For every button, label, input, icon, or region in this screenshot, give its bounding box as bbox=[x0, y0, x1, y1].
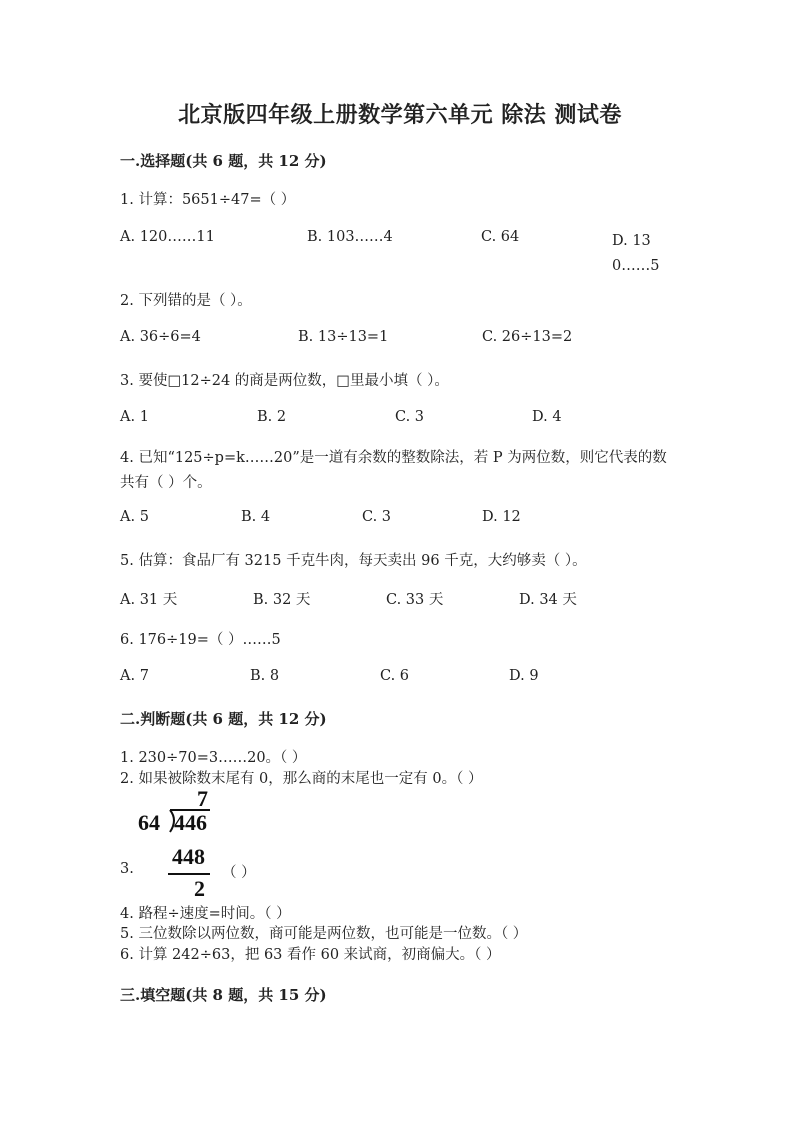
judge-item-6: 6. 计算 242÷63，把 63 看作 60 来试商，初商偏大。（ ） bbox=[120, 947, 501, 963]
q3-option-c: C. 3 bbox=[395, 409, 425, 425]
q6-option-d: D. 9 bbox=[509, 668, 539, 684]
division-remainder: 2 bbox=[194, 876, 205, 901]
judge-item-3: 3. bbox=[120, 861, 134, 877]
section-1-heading: 一.选择题(共 6 题，共 12 分) bbox=[120, 152, 327, 170]
q6-option-c: C. 6 bbox=[380, 668, 410, 684]
q5-option-c: C. 33 天 bbox=[386, 592, 444, 608]
division-divisor: 64 bbox=[138, 810, 160, 835]
long-division-figure bbox=[130, 786, 250, 906]
question-1: 1. 计算：5651÷47=（ ） bbox=[120, 192, 296, 208]
q5-option-a: A. 31 天 bbox=[120, 592, 178, 608]
question-4: 4. 已知“125÷p=k……20”是一道有余数的整数除法，若 P 为两位数，则它代表的数共有（ ）个。 bbox=[120, 450, 667, 491]
q1-option-d: D. 130……5 bbox=[612, 233, 660, 274]
q4-option-d: D. 12 bbox=[482, 509, 521, 525]
q5-option-d: D. 34 天 bbox=[519, 592, 577, 608]
division-product: 448 bbox=[172, 844, 205, 869]
q4-option-a: A. 5 bbox=[120, 509, 149, 525]
q2-option-b: B. 13÷13=1 bbox=[298, 329, 389, 345]
judge-item-5: 5. 三位数除以两位数，商可能是两位数，也可能是一位数。（ ） bbox=[120, 926, 528, 942]
q4-option-c: C. 3 bbox=[362, 509, 392, 525]
question-3: 3. 要使□12÷24 的商是两位数，□里最小填（ ）。 bbox=[120, 373, 449, 389]
division-quotient: 7 bbox=[197, 786, 208, 811]
q6-option-b: B. 8 bbox=[250, 668, 280, 684]
question-6: 6. 176÷19=（ ）……5 bbox=[120, 632, 281, 648]
q4-option-b: B. 4 bbox=[241, 509, 271, 525]
q3-option-d: D. 4 bbox=[532, 409, 562, 425]
q2-option-a: A. 36÷6=4 bbox=[120, 329, 201, 345]
division-dividend: 446 bbox=[174, 810, 207, 835]
section-2-heading: 二.判断题(共 6 题，共 12 分) bbox=[120, 710, 327, 728]
question-2: 2. 下列错的是（ ）。 bbox=[120, 293, 252, 309]
q1-option-b: B. 103……4 bbox=[307, 229, 393, 245]
question-5: 5. 估算：食品厂有 3215 千克牛肉，每天卖出 96 千克，大约够卖（ ）。 bbox=[120, 553, 587, 569]
page-title: 北京版四年级上册数学第六单元 除法 测试卷 bbox=[178, 102, 622, 128]
q1-option-a: A. 120……11 bbox=[120, 229, 215, 245]
judge-item-2: 2. 如果被除数末尾有 0，那么商的末尾也一定有 0。（ ） bbox=[120, 771, 483, 787]
judge-item-1: 1. 230÷70=3……20。（ ） bbox=[120, 750, 307, 766]
judge-item-4: 4. 路程÷速度=时间。（ ） bbox=[120, 906, 291, 922]
judge-item-3-blank: （ ） bbox=[222, 865, 256, 881]
q3-option-b: B. 2 bbox=[257, 409, 287, 425]
q1-option-c: C. 64 bbox=[481, 229, 520, 245]
q2-option-c: C. 26÷13=2 bbox=[482, 329, 573, 345]
q3-option-a: A. 1 bbox=[120, 409, 149, 425]
q5-option-b: B. 32 天 bbox=[253, 592, 311, 608]
q6-option-a: A. 7 bbox=[120, 668, 149, 684]
section-3-heading: 三.填空题(共 8 题，共 15 分) bbox=[120, 986, 327, 1004]
